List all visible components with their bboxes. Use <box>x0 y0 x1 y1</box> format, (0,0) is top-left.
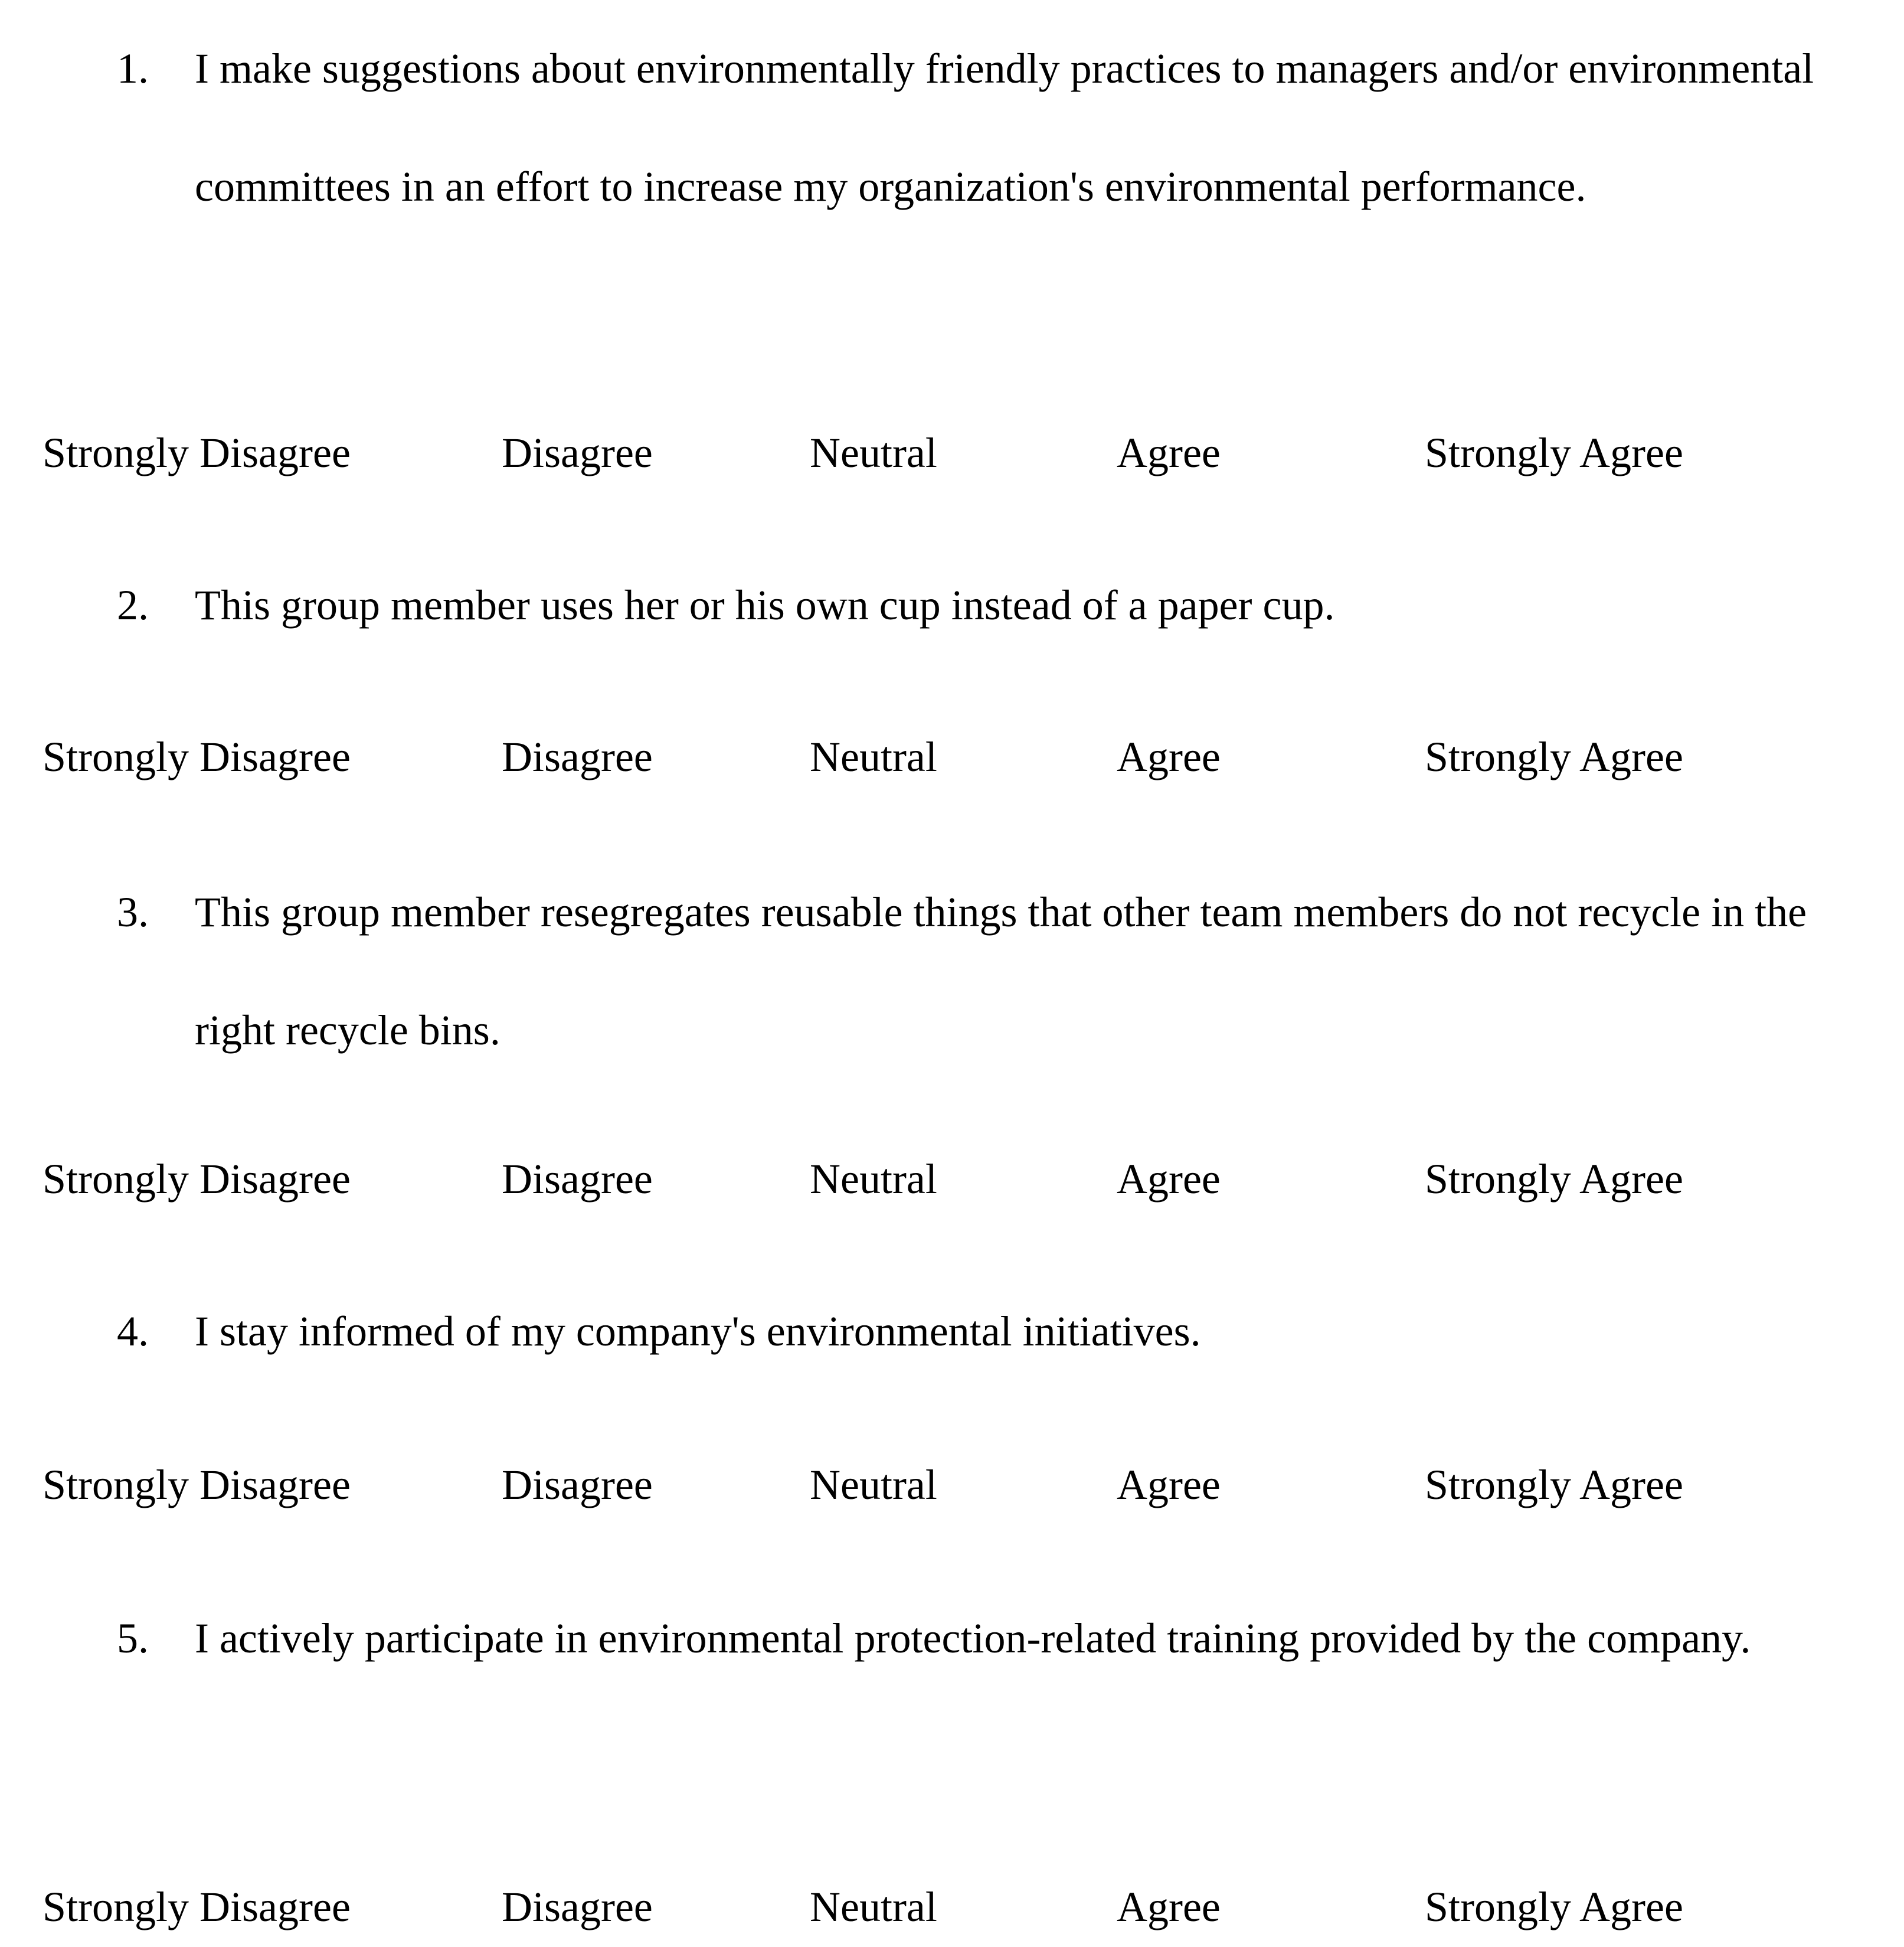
option-strongly-disagree[interactable]: Strongly Disagree <box>42 1155 351 1203</box>
option-strongly-disagree[interactable]: Strongly Disagree <box>42 733 351 780</box>
option-neutral[interactable]: Neutral <box>810 1883 937 1930</box>
question-text: I stay informed of my company's environmental initiatives. <box>195 1308 1201 1355</box>
option-neutral[interactable]: Neutral <box>810 429 937 476</box>
question-number: 3. <box>117 888 149 936</box>
option-strongly-agree[interactable]: Strongly Agree <box>1425 1461 1683 1508</box>
likert-scale <box>0 727 1904 786</box>
question-number: 5. <box>117 1615 149 1662</box>
option-strongly-agree[interactable]: Strongly Agree <box>1425 429 1683 476</box>
likert-scale <box>0 1877 1904 1936</box>
option-disagree[interactable]: Disagree <box>502 1461 653 1508</box>
option-strongly-agree[interactable]: Strongly Agree <box>1425 1155 1683 1203</box>
option-disagree[interactable]: Disagree <box>502 1155 653 1203</box>
option-disagree[interactable]: Disagree <box>502 429 653 476</box>
question-number: 2. <box>117 582 149 629</box>
question-number: 1. <box>117 45 149 92</box>
question-number: 4. <box>117 1308 149 1355</box>
option-agree[interactable]: Agree <box>1117 1155 1221 1203</box>
question-text: I make suggestions about environmentally friendly practices to managers and/or environmental committees in an effort to increase my organization's environmental performance. <box>195 45 1814 210</box>
option-agree[interactable]: Agree <box>1117 1883 1221 1930</box>
option-neutral[interactable]: Neutral <box>810 1461 937 1508</box>
option-agree[interactable]: Agree <box>1117 1461 1221 1508</box>
question-text: This group member uses her or his own cup instead of a paper cup. <box>195 582 1335 629</box>
option-neutral[interactable]: Neutral <box>810 1155 937 1203</box>
option-neutral[interactable]: Neutral <box>810 733 937 780</box>
question-text: I actively participate in environmental protection-related training provided by the company. <box>195 1615 1751 1662</box>
option-agree[interactable]: Agree <box>1117 429 1221 476</box>
option-disagree[interactable]: Disagree <box>502 1883 653 1930</box>
option-strongly-disagree[interactable]: Strongly Disagree <box>42 429 351 476</box>
likert-scale <box>0 1455 1904 1514</box>
option-strongly-agree[interactable]: Strongly Agree <box>1425 733 1683 780</box>
option-strongly-disagree[interactable]: Strongly Disagree <box>42 1461 351 1508</box>
option-agree[interactable]: Agree <box>1117 733 1221 780</box>
option-disagree[interactable]: Disagree <box>502 733 653 780</box>
option-strongly-disagree[interactable]: Strongly Disagree <box>42 1883 351 1930</box>
option-strongly-agree[interactable]: Strongly Agree <box>1425 1883 1683 1930</box>
question-text: This group member resegregates reusable things that other team members do not recycle in the right recycle bins. <box>195 888 1807 1054</box>
likert-scale <box>0 1149 1904 1208</box>
likert-scale <box>0 423 1904 482</box>
